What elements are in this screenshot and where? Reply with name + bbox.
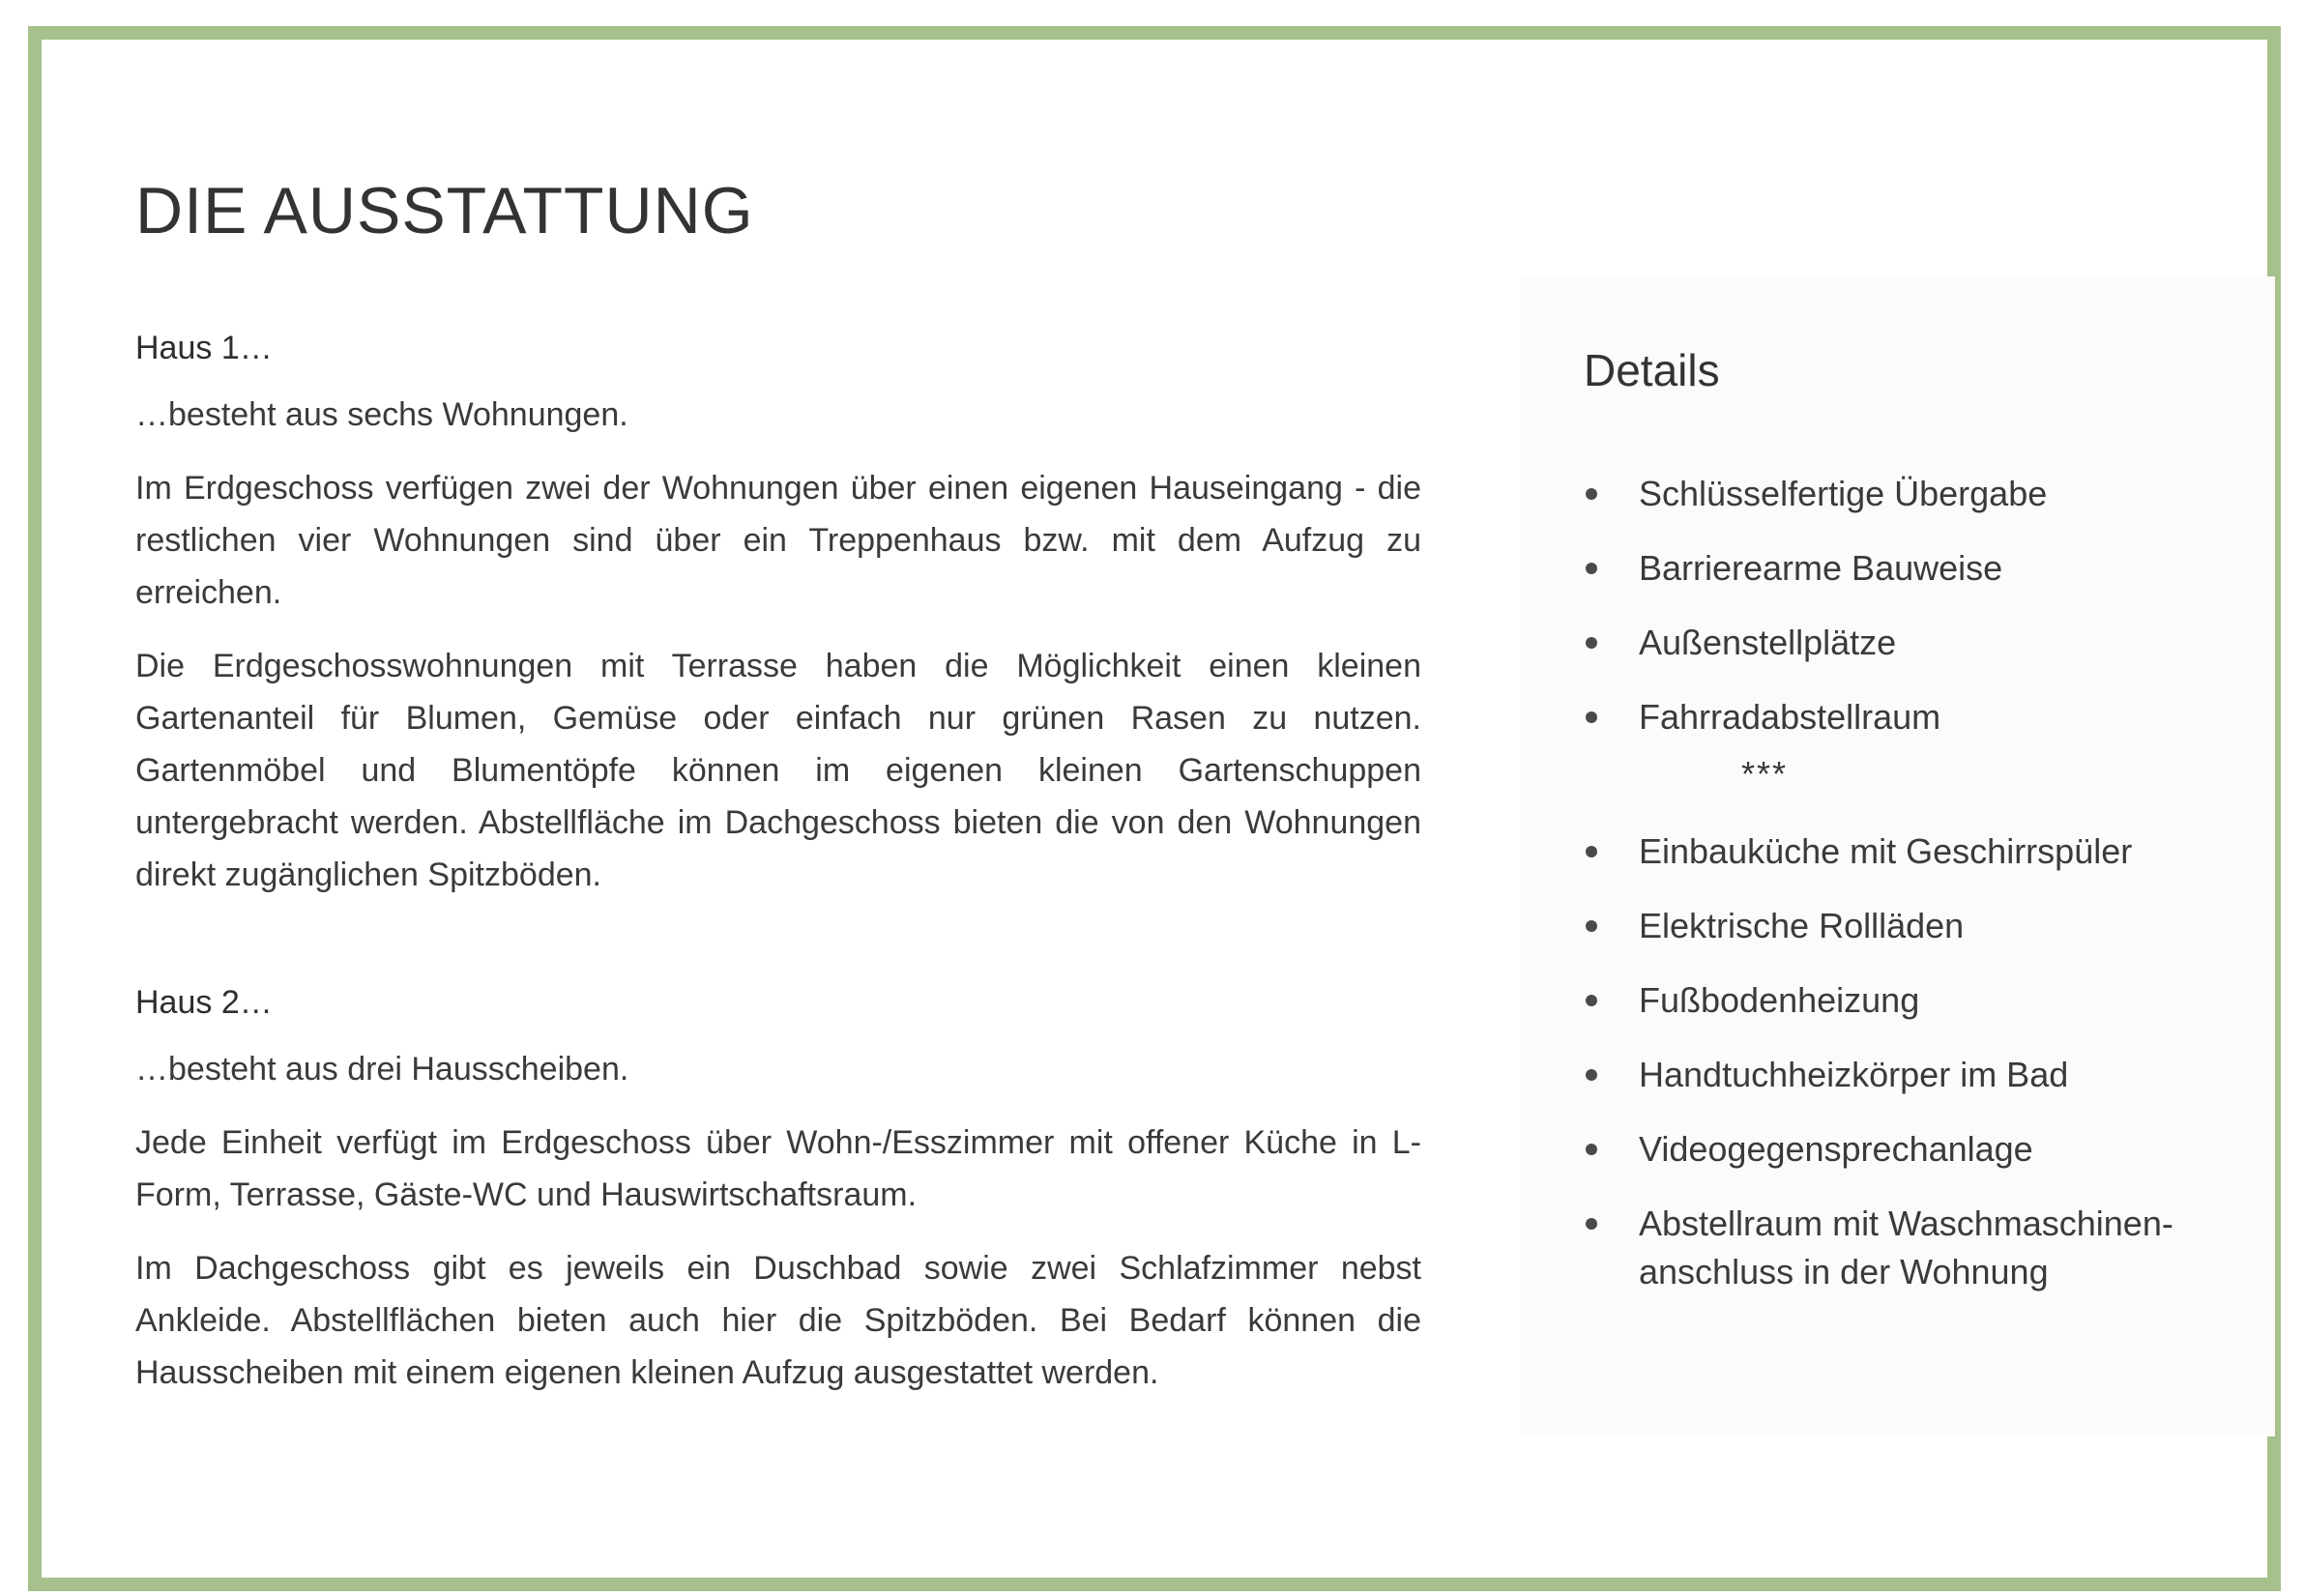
detail-item-label: Außenstellplätze — [1639, 623, 1897, 662]
detail-item — [1584, 976, 2222, 1025]
house-2-paragraph: Im Dachgeschoss gibt es jeweils ein Duschbad sowie zwei Schlafzimmer nebst Ankleide. Abstellflächen bieten auch hier die Spitzböden. Bei Bedarf können die Hausscheiben mit einem eigenen kleinen Aufzug ausgestattet werden. — [135, 1250, 1421, 1391]
detail-item-label: Einbauküche mit Geschirrspüler — [1639, 831, 2133, 871]
detail-item — [1584, 1200, 2222, 1296]
bullet-icon — [1586, 1144, 1597, 1155]
bullet-icon — [1586, 846, 1597, 857]
detail-item — [1584, 902, 2222, 950]
details-panel — [1521, 276, 2275, 1436]
detail-item — [1584, 1125, 2222, 1174]
house-2-intro: …besteht aus drei Hausscheiben. — [135, 1051, 629, 1088]
detail-item — [1584, 1051, 2222, 1099]
detail-item-label: Fahrradabstellraum — [1639, 697, 1941, 737]
detail-item — [1584, 693, 2222, 741]
detail-item-label: Abstellraum mit Waschmaschinen-anschluss in der Wohnung — [1639, 1204, 2173, 1291]
house-2-section — [135, 984, 1421, 1399]
bullet-icon — [1586, 1069, 1597, 1081]
description-column — [135, 330, 1421, 1420]
house-1-section — [135, 330, 1421, 901]
bullet-icon — [1586, 637, 1597, 649]
bullet-icon — [1586, 1218, 1597, 1230]
detail-item-label: Schlüsselfertige Übergabe — [1639, 474, 2048, 513]
house-2-heading: Haus 2… — [135, 984, 273, 1021]
bullet-icon — [1586, 488, 1597, 500]
house-1-intro: …besteht aus sechs Wohnungen. — [135, 396, 628, 433]
detail-item-label: Handtuchheizkörper im Bad — [1639, 1055, 2069, 1094]
detail-item-label: Elektrische Rollläden — [1639, 906, 1965, 945]
detail-item-label: Fußbodenheizung — [1639, 980, 1920, 1020]
detail-item — [1584, 470, 2222, 518]
detail-item — [1584, 544, 2222, 593]
house-1-paragraph: Die Erdgeschosswohnungen mit Terrasse haben die Möglichkeit einen kleinen Gartenanteil für Blumen, Gemüse oder einfach nur grünen Rasen zu nutzen. Gartenmöbel und Blumentöpfe können im eigenen kleinen Gartenschuppen untergebracht werden. Abstellfläche im Dachgeschoss bieten die von den Wohnungen direkt zugänglichen Spitzböden. — [135, 648, 1421, 893]
bullet-icon — [1586, 711, 1597, 723]
detail-item — [1584, 619, 2222, 667]
detail-item-label: Videogegensprechanlage — [1639, 1129, 2033, 1169]
bullet-icon — [1586, 995, 1597, 1006]
detail-item — [1584, 827, 2222, 876]
page-title: DIE AUSSTATTUNG — [135, 174, 754, 247]
details-list — [1584, 470, 2222, 1322]
details-separator: *** — [1741, 754, 1789, 794]
house-1-paragraph: Im Erdgeschoss verfügen zwei der Wohnungen über einen eigenen Hauseingang - die restlichen vier Wohnungen sind über ein Treppenhaus bzw. mit dem Aufzug zu erreichen. — [135, 470, 1421, 611]
house-2-paragraph: Jede Einheit verfügt im Erdgeschoss über Wohn-/Esszimmer mit offener Küche in L-Form, Terrasse, Gäste-WC und Hauswirtschaftsraum. — [135, 1124, 1421, 1213]
page-frame — [28, 26, 2281, 1591]
detail-item-label: Barrierearme Bauweise — [1639, 548, 2003, 588]
details-heading: Details — [1584, 345, 1720, 395]
house-1-heading: Haus 1… — [135, 330, 273, 366]
bullet-icon — [1586, 920, 1597, 932]
bullet-icon — [1586, 563, 1597, 574]
